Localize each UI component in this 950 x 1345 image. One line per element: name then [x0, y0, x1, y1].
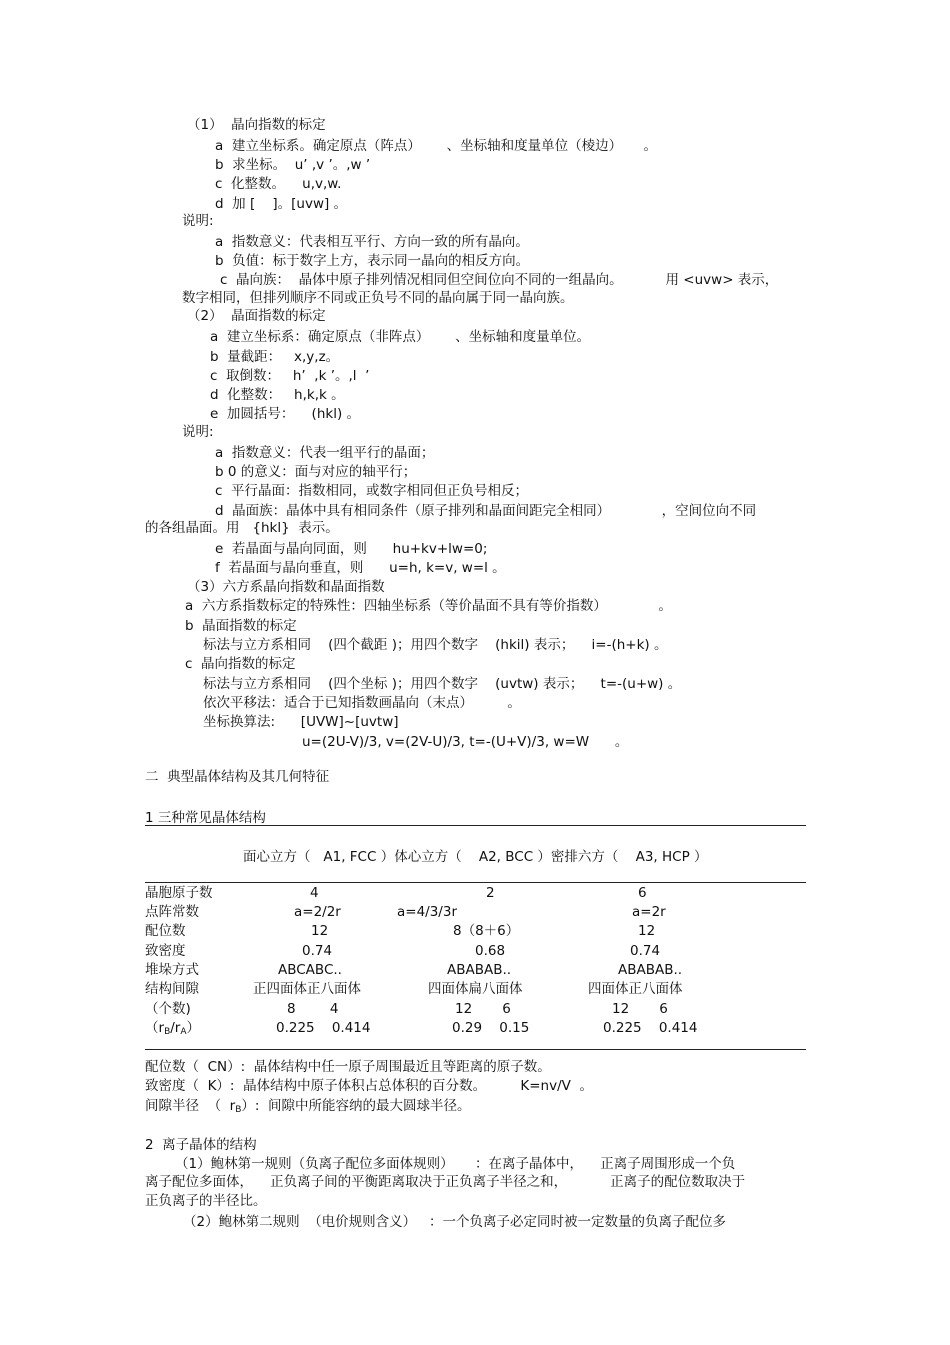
table-bottom-rule	[145, 1049, 806, 1050]
bcc-value: ABABAB..	[447, 962, 512, 978]
p2-step-d: d 化整数： h,k,k 。	[210, 387, 345, 403]
fcc-value: a=2/2r	[294, 904, 341, 920]
p3-c-formula: u=(2U-V)/3, v=(2V-U)/3, t=-(U+V)/3, w=W 。	[302, 734, 629, 750]
definition-packing-density: 致密度（ K）: 晶体结构中原子体积占总体积的百分数。 K=nv/V 。	[145, 1078, 593, 1094]
note2-b: b 0 的意义：面与对应的轴平行；	[215, 464, 417, 480]
note1-label: 说明:	[182, 213, 214, 229]
p2-step-b: b 量截距： x,y,z。	[210, 349, 340, 365]
note1-a: a 指数意义：代表相互平行、方向一致的所有晶向。	[215, 234, 529, 250]
bcc-value: 12 6	[455, 1001, 511, 1017]
bcc-value: 0.68	[475, 943, 506, 959]
pauling-rule1-line3: 正负离子的半径比。	[145, 1193, 267, 1209]
hcp-value: 0.74	[630, 943, 661, 959]
row-label: 配位数	[145, 923, 186, 939]
hcp-value: 0.225 0.414	[603, 1020, 698, 1036]
note1-c-cont: 数字相同，但排列顺序不同或正负号不同的晶向属于同一晶向族。	[182, 290, 574, 306]
p1-step-c: c 化整数。 u,v,w.	[215, 176, 342, 192]
bcc-value: 四面体扁八面体	[428, 981, 523, 997]
hcp-value: 12 6	[612, 1001, 668, 1017]
row-label: 晶胞原子数	[145, 885, 213, 901]
section2-title: 二 典型晶体结构及其几何特征	[145, 769, 330, 785]
note1-b: b 负值：标于数字上方，表示同一晶向的相反方向。	[215, 253, 530, 269]
row-label: 堆垛方式	[145, 962, 199, 978]
p2-step-e: e 加圆括号： (hkl) 。	[210, 406, 361, 422]
hcp-value: 四面体正八面体	[588, 981, 683, 997]
p3-b: b 晶面指数的标定	[185, 618, 297, 634]
note2-d: d 晶面族：晶体中具有相同条件（原子排列和晶面间距完全相同） ，空间位向不同	[215, 503, 757, 519]
note2-a: a 指数意义：代表一组平行的晶面；	[215, 445, 435, 461]
note2-label: 说明:	[182, 424, 214, 440]
subsection2-title: 2 离子晶体的结构	[145, 1137, 257, 1153]
p1-step-d: d 加 [ ]。[uvw] 。	[215, 196, 348, 212]
pauling-rule1-line2: 离子配位多面体， 正负离子间的平衡距离取决于正负离子半径之和， 正离子的配位数取决于	[145, 1174, 746, 1190]
fcc-value: 0.225 0.414	[276, 1020, 371, 1036]
row-label: 致密度	[145, 943, 186, 959]
note2-f: f 若晶面与晶向垂直，则 u=h, k=v, w=l 。	[215, 560, 506, 576]
bcc-value: 8（8＋6）	[453, 923, 520, 939]
definition-coordination-number: 配位数（ CN）: 晶体结构中任一原子周围最近且等距离的原子数。	[145, 1059, 551, 1075]
p1-heading: （1） 晶向指数的标定	[187, 117, 326, 133]
table-header: 面心立方（ A1, FCC ）体心立方（ A2, BCC ）密排六方（ A3, HCP ）	[243, 849, 708, 865]
hcp-value: ABABAB..	[618, 962, 683, 978]
p1-step-b: b 求坐标。 u’ ,v ’。,w ’	[215, 157, 371, 173]
row-label-radius-ratio: $(r_B/r_A)$	[145, 1020, 201, 1037]
p3-c-conversion: 坐标换算法: [UVW]~[uvtw]	[203, 714, 399, 730]
table-top-rule	[145, 825, 806, 826]
fcc-value: 正四面体正八面体	[253, 981, 361, 997]
p2-heading: （2） 晶面指数的标定	[187, 308, 326, 324]
definition-gap-radius: 间隙半径 （ $r_B$）: 间隙中所能容纳的最大圆球半径。	[145, 1098, 471, 1115]
pauling-rule1-line1: （1）鲍林第一规则（负离子配位多面体规则） ：在离子晶体中， 正离子周围形成一个负	[175, 1156, 736, 1172]
table-header-rule	[145, 882, 806, 883]
fcc-value: 8 4	[287, 1001, 339, 1017]
pauling-rule2-line1: （2）鲍林第二规则 （电价规则含义） ：一个负离子必定同时被一定数量的负离子配位多	[183, 1214, 727, 1230]
p3-c-detail: 标法与立方系相同 (四个坐标 )；用四个数字 (uvtw) 表示； t=-(u+w) 。	[203, 676, 682, 692]
note2-c: c 平行晶面：指数相同，或数字相同但正负号相反；	[215, 483, 529, 499]
fcc-value: ABCABC..	[278, 962, 342, 978]
fcc-value: 0.74	[302, 943, 333, 959]
p1-step-a: a 建立坐标系。确定原点（阵点） 、坐标轴和度量单位（棱边） 。	[215, 138, 658, 154]
p2-step-c: c 取倒数： h’ ,k ’。,l ’	[210, 368, 370, 384]
hcp-value: 6	[638, 885, 647, 901]
fcc-value: 12	[311, 923, 329, 939]
note2-d-cont: 的各组晶面。用 {hkl} 表示。	[145, 520, 339, 536]
p3-b-detail: 标法与立方系相同 (四个截距 )；用四个数字 (hkil) 表示； i=-(h+k) 。	[203, 637, 668, 653]
row-label: （个数)	[145, 1001, 191, 1017]
note1-c: c 晶向族： 晶体中原子排列情况相同但空间位向不同的一组晶向。 用 <uvw> 表示，	[220, 272, 779, 288]
bcc-value: 0.29 0.15	[452, 1020, 530, 1036]
p3-heading: （3）六方系晶向指数和晶面指数	[187, 579, 385, 595]
p3-a: a 六方系指数标定的特殊性：四轴坐标系（等价晶面不具有等价指数） 。	[185, 598, 672, 614]
subsection1-title: 1 三种常见晶体结构	[145, 810, 266, 826]
p3-c-shift-method: 依次平移法：适合于已知指数画晶向（末点） 。	[203, 695, 521, 711]
hcp-value: a=2r	[632, 904, 666, 920]
p2-step-a: a 建立坐标系：确定原点（非阵点） 、坐标轴和度量单位。	[210, 329, 591, 345]
fcc-value: 4	[310, 885, 319, 901]
p3-c: c 晶向指数的标定	[185, 656, 296, 672]
bcc-value: a=4/3/3r	[397, 904, 457, 920]
bcc-value: 2	[486, 885, 495, 901]
row-label: 点阵常数	[145, 904, 199, 920]
row-label: 结构间隙	[145, 981, 199, 997]
note2-e: e 若晶面与晶向同面，则 hu+kv+lw=0;	[215, 541, 488, 557]
hcp-value: 12	[638, 923, 656, 939]
